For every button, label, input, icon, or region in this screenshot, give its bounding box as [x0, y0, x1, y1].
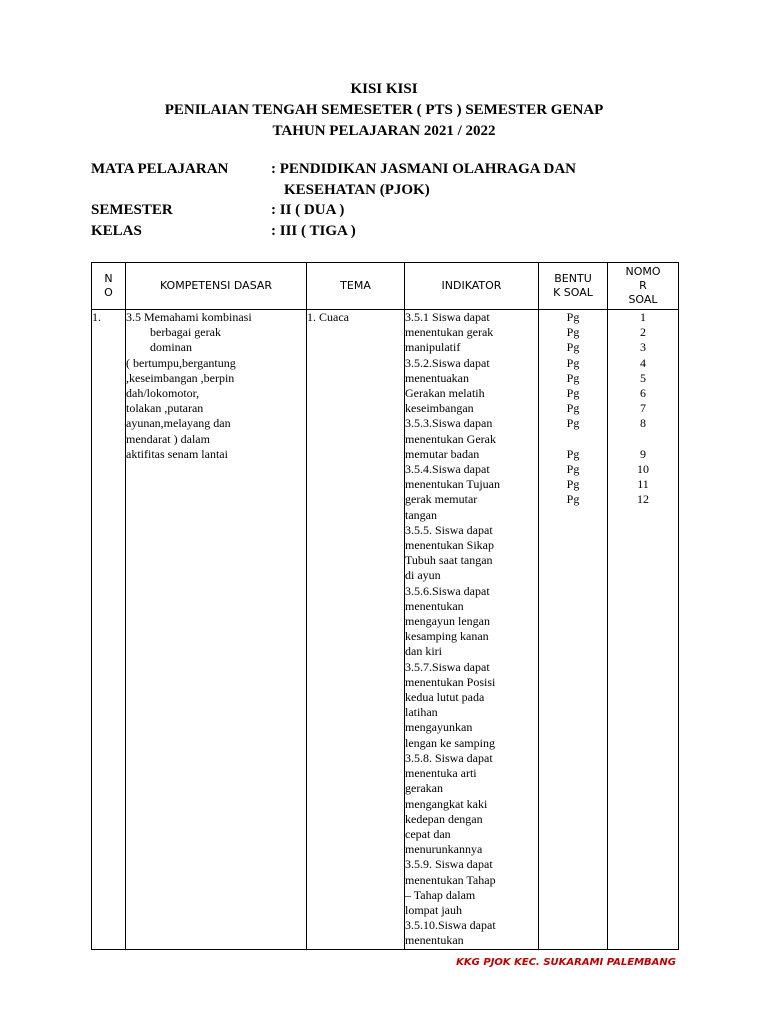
header-nomor-soal: NOMO R SOAL	[608, 263, 679, 310]
table-row	[92, 310, 679, 950]
bentuk-soal-item: Pg	[566, 462, 580, 477]
meta-label-mapel: MATA PELAJARAN	[91, 161, 229, 177]
kisi-kisi-table	[91, 262, 679, 950]
indikator-line: gerakan	[405, 781, 443, 796]
indikator-line: – Tahap dalam	[405, 887, 476, 902]
meta-label-semester: SEMESTER	[91, 202, 173, 218]
indikator-line: mengangkat kaki	[405, 796, 488, 811]
bentuk-soal-item: Pg	[566, 386, 580, 401]
title-line-3: TAHUN PELAJARAN 2021 / 2022	[272, 123, 496, 139]
indikator-line: menentukan Sikap	[405, 538, 494, 553]
document-title	[0, 79, 768, 142]
indikator-line: menentukan gerak	[405, 325, 494, 340]
bentuk-soal-item: Pg	[566, 370, 580, 385]
indikator-line: Tubuh saat tangan	[405, 553, 493, 568]
indikator-line: menentukan	[405, 598, 464, 613]
cell-kompetensi-dasar: 3.5 Memahami kombinasi berbagai gerak dominan ( bertumpu,bergantung ,keseimbangan ,berpin dah/lokomotor, tolakan ,putaran ayunan,melayang dan mendarat ) dalam aktifitas senam lantai	[126, 310, 307, 950]
indikator-line: kedepan dengan	[405, 811, 483, 826]
indikator-line: kesamping kanan	[405, 629, 489, 644]
indikator-line: gerak memutar	[405, 492, 478, 507]
bentuk-soal-item: Pg	[566, 401, 580, 416]
meta-row-mapel-cont	[91, 180, 664, 201]
indikator-line: keseimbangan	[405, 401, 474, 416]
indikator-line: manipulatif	[405, 340, 461, 355]
bentuk-soal-item: Pg	[566, 416, 580, 431]
indikator-line: 3.5.1 Siswa dapat	[405, 310, 490, 324]
nomor-soal-item: 2	[640, 325, 646, 340]
nomor-soal-item: 4	[640, 355, 646, 370]
indikator-line: 3.5.2.Siswa dapat	[405, 355, 490, 370]
indikator-line: 3.5.3.Siswa dapan	[405, 416, 493, 431]
indikator-line: menentukan Posisi	[405, 674, 496, 689]
header-tema: TEMA	[307, 263, 405, 310]
bentuk-soal-item: Pg	[566, 340, 580, 355]
kd-first-line: 3.5 Memahami kombinasi	[126, 310, 252, 324]
nomor-soal-item: 9	[640, 446, 646, 461]
title-line-2: PENILAIAN TENGAH SEMESETER ( PTS ) SEMESTER GENAP	[164, 102, 604, 118]
meta-value-mapel-cont: KESEHATAN (PJOK)	[284, 181, 430, 198]
indikator-line: 3.5.8. Siswa dapat	[405, 750, 493, 765]
meta-label-kelas: KELAS	[91, 222, 142, 239]
indikator-line: Gerakan melatih	[405, 386, 485, 401]
indikator-line: dan kiri	[405, 644, 442, 659]
indikator-line: cepat dan	[405, 826, 451, 841]
indikator-line: tangan	[405, 507, 437, 522]
header-indikator: INDIKATOR	[405, 263, 539, 310]
indikator-line: menentukan Tahap	[405, 872, 496, 887]
cell-bentuk-soal	[539, 310, 608, 950]
indikator-line: mengayunkan	[405, 720, 473, 735]
indikator-line: menentuka arti	[405, 766, 477, 781]
bentuk-soal-item: Pg	[566, 355, 580, 370]
meta-value-semester: : II ( DUA )	[271, 202, 345, 218]
indikator-line: kedua lutut pada	[405, 690, 485, 705]
cell-nomor-soal	[608, 310, 679, 950]
bentuk-soal-item: Pg	[566, 477, 580, 492]
indikator-line: lengan ke samping	[405, 735, 495, 750]
cell-no: 1.	[92, 310, 126, 950]
indikator-line: 3.5.9. Siswa dapat	[405, 857, 493, 872]
indikator-line: menentuakan	[405, 370, 469, 385]
meta-value-kelas: : III ( TIGA )	[271, 222, 356, 239]
indikator-line: menentukan	[405, 933, 464, 948]
cell-tema: 1. Cuaca	[307, 310, 405, 950]
meta-row-semester	[91, 200, 664, 221]
nomor-soal-item: 5	[640, 370, 646, 385]
header-kompetensi-dasar: KOMPETENSI DASAR	[126, 263, 307, 310]
table-header-row	[92, 263, 679, 310]
bentuk-soal-item: Pg	[566, 325, 580, 340]
bentuk-soal-item: Pg	[566, 446, 580, 461]
indikator-line: menentukan Gerak	[405, 431, 496, 446]
indikator-line: 3.5.5. Siswa dapat	[405, 522, 493, 537]
indikator-line: lompat jauh	[405, 902, 462, 917]
footer-organization: KKG PJOK KEC. SUKARAMI PALEMBANG	[456, 957, 676, 968]
cell-indikator	[405, 310, 539, 950]
meta-value-mapel: : PENDIDIKAN JASMANI OLAHRAGA DAN	[271, 161, 577, 177]
indikator-line: 3.5.4.Siswa dapat	[405, 462, 490, 477]
bentuk-soal-item: Pg	[566, 310, 580, 324]
title-line-1: KISI KISI	[350, 81, 418, 97]
nomor-soal-item: 12	[637, 492, 649, 507]
indikator-line: 3.5.7.Siswa dapat	[405, 659, 490, 674]
indikator-line: di ayun	[405, 568, 441, 583]
indikator-line: mengayun lengan	[405, 614, 490, 629]
nomor-soal-item: 1	[640, 310, 646, 324]
indikator-line: 3.5.10.Siswa dapat	[405, 918, 496, 933]
header-bentuk-soal: BENTU K SOAL	[539, 263, 608, 310]
nomor-soal-item: 3	[640, 340, 646, 355]
indikator-line: latihan	[405, 705, 438, 720]
indikator-line: 3.5.6.Siswa dapat	[405, 583, 490, 598]
indikator-line: memutar badan	[405, 446, 480, 461]
document-meta	[91, 159, 664, 241]
nomor-soal-item: 11	[637, 477, 649, 492]
indikator-line: menurunkannya	[405, 842, 483, 857]
nomor-soal-item: 7	[640, 401, 646, 416]
meta-row-kelas	[91, 221, 664, 242]
header-no: N O	[92, 263, 126, 310]
meta-row-mapel	[91, 159, 664, 180]
indikator-line: menentukan Tujuan	[405, 477, 500, 492]
bentuk-soal-item: Pg	[566, 492, 580, 507]
nomor-soal-item: 10	[637, 462, 649, 477]
nomor-soal-item: 8	[640, 416, 646, 431]
nomor-soal-item: 6	[640, 386, 646, 401]
